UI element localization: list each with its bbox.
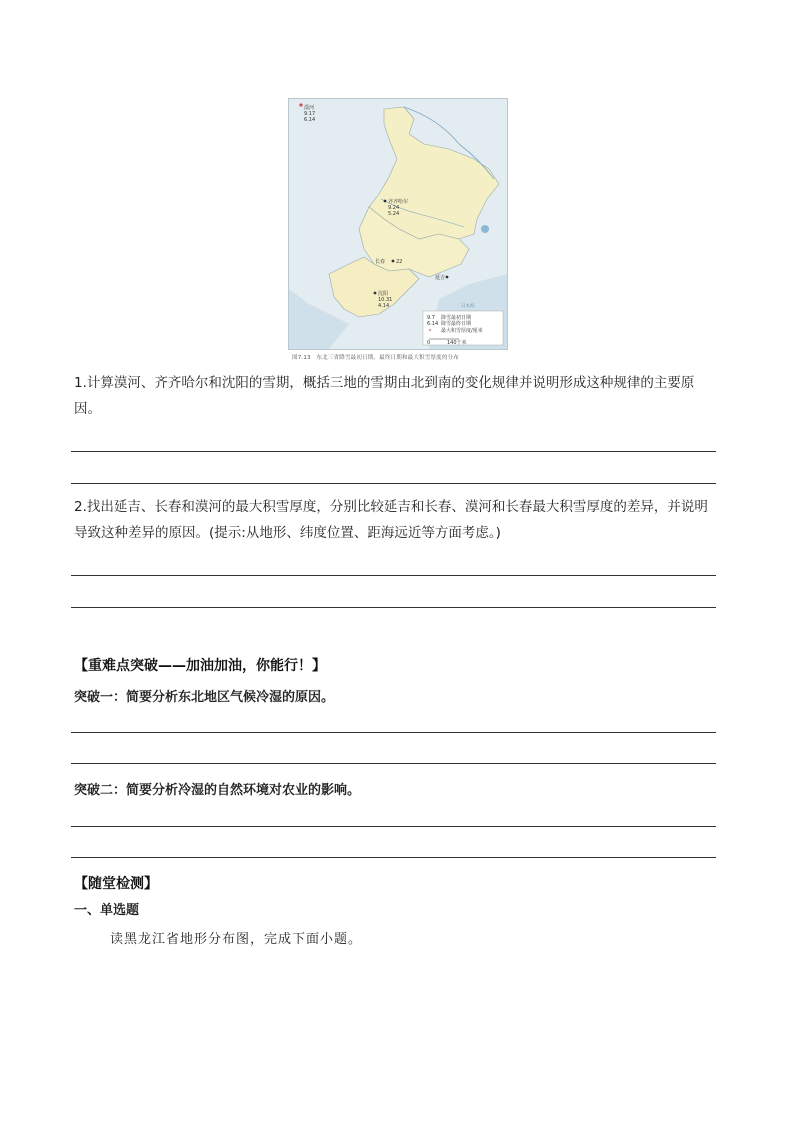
legend-scale: 140千米 xyxy=(447,340,467,346)
changchun-label: 长春 xyxy=(375,259,386,265)
mohe-label: 漠河 xyxy=(304,105,315,111)
figure-caption: 图7.13 东北三省降雪最初日期、最终日期和最大积雪厚度的分布 xyxy=(292,355,459,361)
shenyang-label: 沈阳 xyxy=(378,291,389,297)
changchun-value: 22 xyxy=(396,259,403,265)
japan-sea-label: 日本海 xyxy=(461,304,475,309)
breakthrough-2: 突破二：简要分析冷湿的自然环境对农业的影响。 xyxy=(74,783,361,798)
answer-line-3a[interactable] xyxy=(71,732,716,733)
breakthrough-1: 突破一：简要分析东北地区气候冷湿的原因。 xyxy=(74,690,335,705)
answer-line-1b[interactable] xyxy=(71,483,716,484)
snow-distribution-map xyxy=(288,98,508,350)
shenyang-last: 4.14 xyxy=(378,303,390,309)
breakthrough-title: 【重难点突破——加油加油，你能行！】 xyxy=(74,658,326,674)
test-title: 【随堂检测】 xyxy=(74,876,158,892)
test-instruction: 读黑龙江省地形分布图，完成下面小题。 xyxy=(110,932,363,947)
svg-text:9.7: 9.7 xyxy=(427,315,435,321)
answer-line-1a[interactable] xyxy=(71,451,716,452)
svg-text:6.14: 6.14 xyxy=(427,321,439,327)
shenyang-first: 10.31 xyxy=(378,297,393,303)
test-subtitle: 一、单选题 xyxy=(74,903,140,918)
legend-scale-zero: 0 xyxy=(427,340,431,346)
qiqihar-last: 5.24 xyxy=(388,211,400,217)
answer-line-2a[interactable] xyxy=(71,575,716,576)
mohe-first: 9.17 xyxy=(304,111,316,117)
qiqihar-label: 齐齐哈尔 xyxy=(388,199,409,205)
answer-line-4a[interactable] xyxy=(71,826,716,827)
question-1: 1.计算漠河、齐齐哈尔和沈阳的雪期，概括三地的雪期由北到南的变化规律并说明形成这种规律的主要原因。 xyxy=(74,375,695,417)
answer-line-4b[interactable] xyxy=(71,857,716,858)
legend-last: 降雪最终日期 xyxy=(441,321,472,327)
legend-first: 降雪最初日期 xyxy=(441,315,472,321)
yanji-label: 延吉 xyxy=(435,275,446,281)
answer-line-2b[interactable] xyxy=(71,607,716,608)
mohe-last: 6.14 xyxy=(304,117,316,123)
answer-line-3b[interactable] xyxy=(71,763,716,764)
question-2: 2.找出延吉、长春和漠河的最大积雪厚度，分别比较延吉和长春、漠河和长春最大积雪厚度的差异，并说明导致这种差异的原因。(提示:从地形、纬度位置、距海远近等方面考虑。) xyxy=(74,499,708,541)
legend-depth: 最大积雪厚度/厘米 xyxy=(441,328,483,334)
qiqihar-first: 9.24 xyxy=(388,205,400,211)
